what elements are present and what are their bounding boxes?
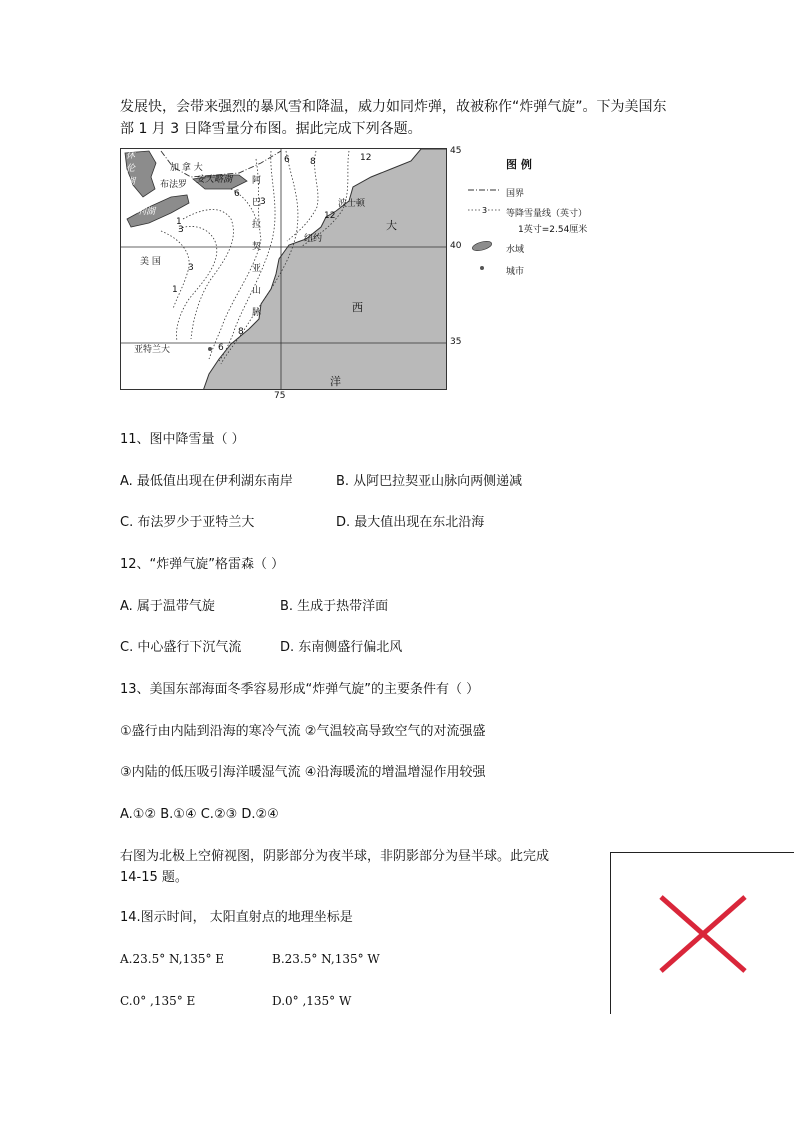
q14-option-c: C.0° ,135° E — [120, 994, 196, 1008]
q13-options-2: ③内陆的低压吸引海洋暖湿气流 ④沿海暖流的增温增湿作用较强 — [120, 765, 486, 780]
isoline-value: 3 — [178, 225, 184, 235]
map-label-newyork: 纽约 — [304, 234, 323, 244]
legend-water-label: 水域 — [506, 245, 525, 255]
isoline-value: 6 — [218, 343, 224, 353]
q14-option-a: A.23.5° N,135° E — [120, 952, 225, 966]
map-label-ontario: 安大略湖 — [196, 175, 233, 185]
map-label-ocean-yang: 洋 — [330, 375, 341, 388]
q13-stem: 13、美国东部海面冬季容易形成“炸弹气旋”的主要条件有（ ） — [120, 682, 480, 697]
legend-title: 图 例 — [506, 158, 532, 171]
q14-option-d: D.0° ,135° W — [272, 994, 352, 1008]
intro-line-2: 部 1 月 3 日降雪量分布图。据此完成下列各题。 — [120, 121, 422, 137]
isoline-value: 12 — [324, 211, 336, 221]
isoline-value: 3 — [260, 197, 266, 207]
isoline-value: 3 — [188, 263, 194, 273]
map-label-usa: 美 国 — [140, 257, 161, 267]
map-label-ocean-da: 大 — [386, 219, 397, 232]
q12-option-d: D. 东南侧盛行偏北风 — [280, 640, 403, 655]
q11-stem: 11、图中降雪量（ ） — [120, 432, 245, 447]
lon-label-75: 75 — [274, 391, 286, 401]
lat-label-45: 45 — [450, 146, 462, 156]
q14-intro-line-1: 右图为北极上空俯视图，阴影部分为夜半球，非阴影部分为昼半球。此完成 — [120, 849, 550, 864]
isoline-value: 1 — [176, 217, 182, 227]
lat-label-40: 40 — [450, 241, 462, 251]
q12-stem: 12、“炸弹气旋”格雷森（ ） — [120, 557, 285, 572]
map-legend — [462, 148, 602, 288]
map-label-huron: 休伦湖 — [126, 151, 136, 187]
q11-option-b: B. 从阿巴拉契亚山脉向两侧递减 — [336, 474, 523, 489]
isoline-value: 12 — [360, 153, 372, 163]
q11-option-a: A. 最低值出现在伊利湖东南岸 — [120, 474, 293, 489]
q13-options-1: ①盛行由内陆到沿海的寒冷气流 ②气温较高导致空气的对流强盛 — [120, 724, 486, 739]
isoline-value: 8 — [310, 157, 316, 167]
q11-option-d: D. 最大值出现在东北沿海 — [336, 515, 485, 530]
legend-isoline-label: 等降雪量线（英寸） — [506, 209, 588, 219]
q12-option-c: C. 中心盛行下沉气流 — [120, 640, 242, 655]
svg-text:3: 3 — [482, 206, 488, 215]
q14-stem: 14.图示时间， 太阳直射点的地理坐标是 — [120, 910, 353, 925]
map-label-appalachian: 阿巴拉契亚山脉 — [252, 176, 262, 318]
map-label-buffalo: 布法罗 — [160, 180, 188, 190]
q12-option-b: B. 生成于热带洋面 — [280, 599, 389, 614]
isoline-value: 6 — [234, 189, 240, 199]
legend-conversion-label: 1英寸=2.54厘米 — [518, 225, 588, 235]
lat-label-35: 35 — [450, 337, 462, 347]
legend-border-label: 国界 — [506, 189, 525, 199]
legend-city-label: 城市 — [506, 267, 525, 277]
q14-intro-line-2: 14-15 题。 — [120, 870, 188, 885]
map-label-ocean-xi: 西 — [352, 301, 363, 314]
missing-image-frame — [610, 852, 794, 1014]
map-label-erie: 伊利湖 — [128, 207, 156, 217]
missing-image-cross-icon — [611, 853, 794, 1015]
map-label-atlanta: 亚特兰大 — [134, 345, 171, 355]
map-label-boston: 波士顿 — [338, 199, 366, 209]
isoline-value: 8 — [238, 327, 244, 337]
q12-option-a: A. 属于温带气旋 — [120, 599, 215, 614]
q11-option-c: C. 布法罗少于亚特兰大 — [120, 515, 255, 530]
map-label-canada: 加 拿 大 — [170, 163, 203, 173]
q14-option-b: B.23.5° N,135° W — [272, 952, 380, 966]
q13-choices: A.①② B.①④ C.②③ D.②④ — [120, 807, 279, 822]
isoline-value: 1 — [172, 285, 178, 295]
atlanta-city-dot — [208, 347, 212, 351]
isoline-value: 6 — [284, 155, 290, 165]
intro-line-1: 发展快，会带来强烈的暴风雪和降温，威力如同炸弹，故被称作“炸弹气旋”。下为美国东 — [120, 99, 667, 115]
